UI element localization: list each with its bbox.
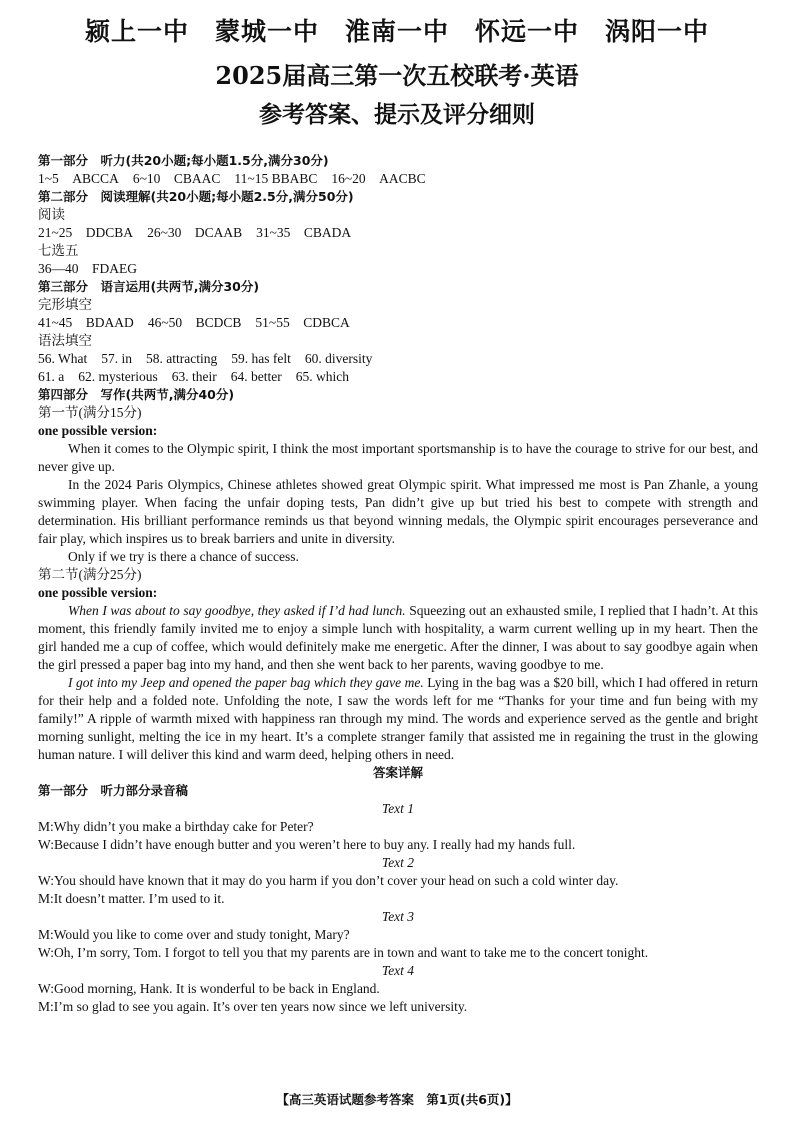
answer-group: 31~35 CBADA xyxy=(256,225,352,240)
grammar-answer: 58. attracting xyxy=(146,351,218,366)
paragraph-body: Lying in the bag was a $20 bill, which I had offered in return for their help and a folded note. Unfolding the note, I saw the words left for me “Thanks for your time and fun being with my family!” A ripple of warmth mixed with happiness ran through my mind. The words and experience served as the gentle and bright morning sunlight, melting the ice in my heart. It’s a complete stranger family that assisted me in regaining the trust in the glowing human nature. I will deliver this kind and warm deed, helping others in need. xyxy=(38,675,758,762)
grammar-row-1 xyxy=(38,350,758,368)
answer-group: 21~25 DDCBA xyxy=(38,225,134,240)
part3-heading: 第三部分 语言运用(共两节,满分30分) xyxy=(38,279,260,294)
grammar-answer: 63. their xyxy=(171,369,217,384)
school-name: 涡阳一中 xyxy=(605,17,710,46)
essay2-paragraph xyxy=(38,602,758,674)
text-label: Text 3 xyxy=(381,909,415,924)
answer-group: 1~5 ABCCA xyxy=(38,171,119,186)
cloze-answers xyxy=(38,314,758,332)
section1-label: 第一节(满分15分) xyxy=(38,405,142,420)
grammar-row-2 xyxy=(38,368,758,386)
answer-group: 16~20 AACBC xyxy=(331,171,426,186)
essay1-paragraph: Only if we try is there a chance of success. xyxy=(68,549,299,564)
seven-choose-five-answers: 36—40 FDAEG xyxy=(38,261,138,276)
answer-group: 26~30 DCAAB xyxy=(147,225,243,240)
essay2-paragraph xyxy=(38,674,758,764)
paragraph-lead: I got into my Jeep and opened the paper bag which they gave me. xyxy=(68,675,424,690)
grammar-answer: 59. has felt xyxy=(231,351,291,366)
listening-script-heading: 第一部分 听力部分录音稿 xyxy=(38,783,189,798)
dialog-line: M:It doesn’t matter. I’m used to it. xyxy=(38,891,225,906)
exam-title: 2025届高三第一次五校联考·英语 xyxy=(215,61,579,90)
text-label: Text 2 xyxy=(381,855,415,870)
grammar-answer: 57. in xyxy=(101,351,133,366)
school-name: 蒙城一中 xyxy=(214,17,319,46)
grammar-answer: 65. which xyxy=(295,369,349,384)
dialog-line: W:You should have known that it may do you harm if you don’t cover your head on such a cold winter day. xyxy=(38,873,619,888)
seven-choose-five-label: 七选五 xyxy=(38,243,79,258)
cloze-label: 完形填空 xyxy=(38,297,92,312)
grammar-label: 语法填空 xyxy=(38,333,92,348)
school-name: 怀远一中 xyxy=(475,17,580,46)
essay1-paragraph: When it comes to the Olympic spirit, I think the most important sportsmanship is to have the courage to strive for our best, and never give up. xyxy=(38,441,758,474)
dialog-line: W:Oh, I’m sorry, Tom. I forgot to tell you that my parents are in town and want to take me to the concert tonight. xyxy=(38,945,649,960)
reading-label: 阅读 xyxy=(38,207,65,222)
details-heading: 答案详解 xyxy=(372,765,423,780)
answer-group: 6~10 CBAAC xyxy=(132,171,221,186)
answer-content xyxy=(38,152,758,1016)
part2-heading: 第二部分 阅读理解(共20小题;每小题2.5分,满分50分) xyxy=(38,189,354,204)
answer-group: 51~55 CDBCA xyxy=(255,315,350,330)
part1-heading: 第一部分 听力(共20小题;每小题1.5分,满分30分) xyxy=(38,153,329,168)
page-footer: 【高三英语试题参考答案 第1页(共6页)】 xyxy=(276,1092,518,1107)
paragraph-body: Squeezing out an exhausted smile, I replied that I hadn’t. At this moment, this friendly family invited me to enjoy a simple lunch with hospitality, a warm current welling up in my heart. Then the girl handed me a cup of coffee, which would definitely make me energetic. After the dinner, I was about to say goodbye again when the girl pressed a paper bag into my hand, and then she went back to her parents, waving goodbye to me. xyxy=(38,603,758,672)
part1-answers xyxy=(38,170,758,188)
school-name: 颍上一中 xyxy=(84,17,189,46)
version-label: one possible version: xyxy=(38,585,158,600)
school-name: 淮南一中 xyxy=(344,17,449,46)
grammar-answer: 62. mysterious xyxy=(78,369,158,384)
text-label: Text 1 xyxy=(381,801,415,816)
answer-group: 41~45 BDAAD xyxy=(38,315,134,330)
part4-heading: 第四部分 写作(共两节,满分40分) xyxy=(38,387,235,402)
school-list xyxy=(0,12,794,48)
dialog-line: M:Would you like to come over and study tonight, Mary? xyxy=(38,927,350,942)
reading-answers xyxy=(38,224,758,242)
grammar-answer: 64. better xyxy=(230,369,282,384)
answer-group: 11~15 BBABC xyxy=(234,171,318,186)
grammar-answer: 60. diversity xyxy=(304,351,373,366)
dialog-line: M:Why didn’t you make a birthday cake for Peter? xyxy=(38,819,314,834)
text-label: Text 4 xyxy=(381,963,415,978)
essay1-paragraph: In the 2024 Paris Olympics, Chinese athletes showed great Olympic spirit. What impressed me most is Pan Zhanle, a young swimming player. When facing the unfair doping tests, Pan didn’t give up but tried his best to compete with strength and determination. His brilliant performance reminds us that beyond winning medals, the Olympic spirit encourages perseverance and fair play, which inspires us to break barriers and unite in diversity. xyxy=(38,477,758,546)
paragraph-lead: When I was about to say goodbye, they asked if I’d had lunch. xyxy=(68,603,406,618)
exam-subtitle: 参考答案、提示及评分细则 xyxy=(259,101,535,128)
dialog-line: W:Because I didn’t have enough butter and you weren’t here to buy any. I really had my hands full. xyxy=(38,837,576,852)
grammar-answer: 56. What xyxy=(38,351,88,366)
answer-group: 46~50 BCDCB xyxy=(147,315,242,330)
section2-label: 第二节(满分25分) xyxy=(38,567,142,582)
dialog-line: W:Good morning, Hank. It is wonderful to be back in England. xyxy=(38,981,380,996)
dialog-line: M:I’m so glad to see you again. It’s over ten years now since we left university. xyxy=(38,999,468,1014)
grammar-answer: 61. a xyxy=(38,369,65,384)
version-label: one possible version: xyxy=(38,423,158,438)
